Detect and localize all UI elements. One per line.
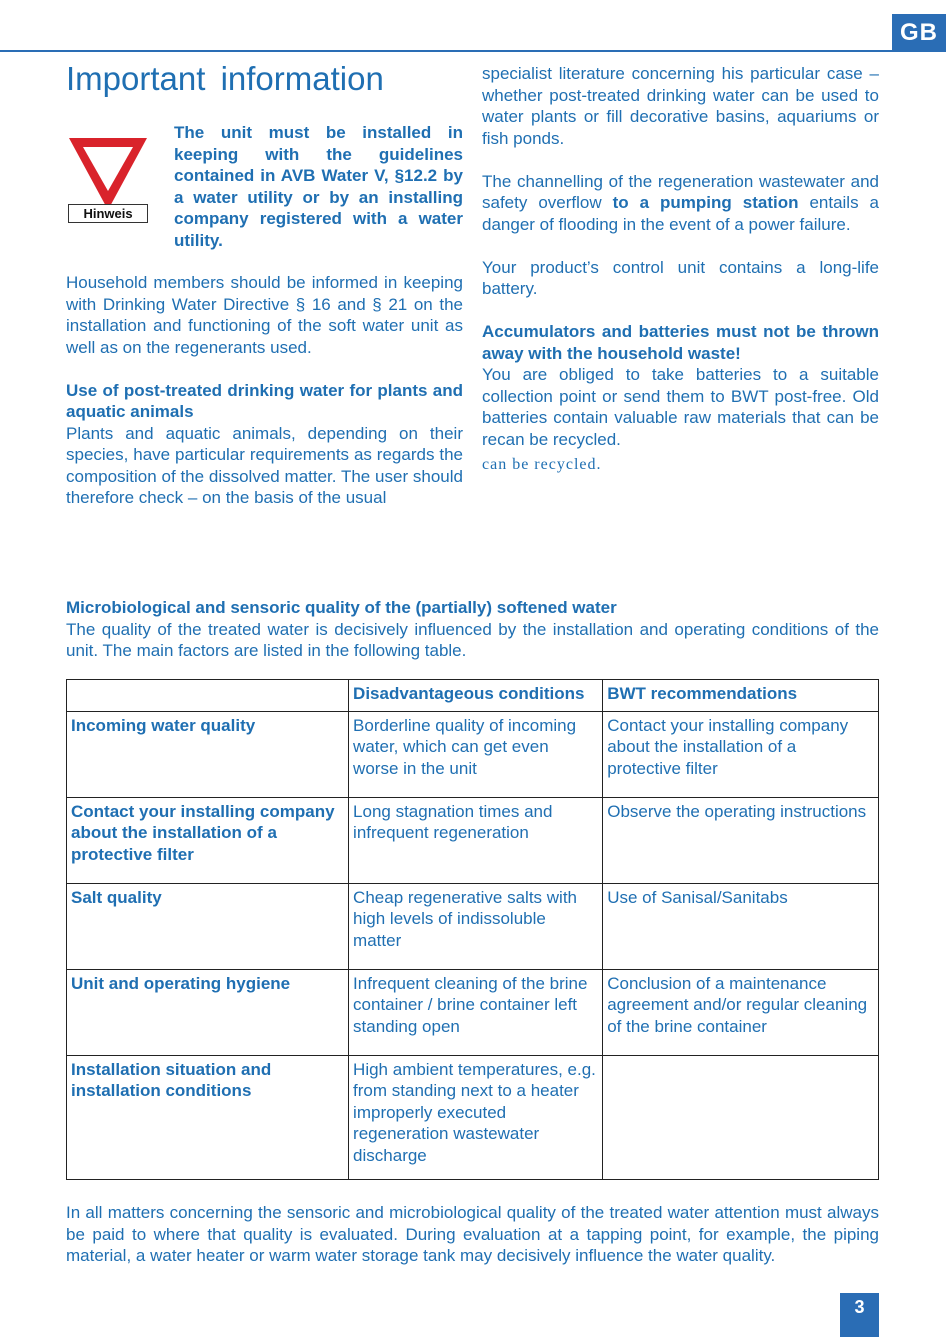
plants-paragraph: Plants and aquatic animals, depending on their species, have particular requirements as regards the composition of the dissolved matter. The user should therefore check – on the basis of the usual — [66, 423, 463, 507]
table-cell: Contact your installing company about the installation of a protective filter — [603, 711, 879, 797]
table-cell: Infrequent cleaning of the brine container / brine container left standing open — [349, 969, 603, 1055]
table-row-label: Incoming water quality — [67, 711, 349, 797]
wastewater-paragraph — [482, 171, 879, 236]
table-row — [67, 711, 879, 797]
table-header-cell: Disadvantageous conditions — [349, 680, 603, 712]
table-row — [67, 969, 879, 1055]
batteries-paragraph: You are obliged to take batteries to a suitable collection point or send them to BWT post-free. Old batteries contain valuable raw materials that can be recan be recycled. — [482, 365, 879, 449]
table-row-label: Contact your installing company about the installation of a protective filter — [67, 797, 349, 883]
table-header-row — [67, 680, 879, 712]
pumping-station-text: to a pumping station — [612, 193, 799, 212]
table-cell: Long stagnation times and infrequent regeneration — [349, 797, 603, 883]
table-row — [67, 797, 879, 883]
literature-paragraph: specialist literature concerning his particular case – whether post-treated drinking water can be used to water plants or fill decorative basins, aquariums or fish ponds. — [482, 64, 879, 148]
header-rule — [0, 50, 893, 52]
battery-paragraph: Your product’s control unit contains a long-life battery. — [482, 257, 879, 298]
table-cell: Observe the operating instructions — [603, 797, 879, 883]
stray-text: can be recycled. — [482, 456, 602, 473]
batteries-heading: Accumulators and batteries must not be thrown away with the household waste! — [482, 322, 879, 363]
household-paragraph: Household members should be informed in keeping with Drinking Water Directive § 16 and § 21 on the installation and functioning of the soft water unit as well as on the regenerants used. — [66, 273, 463, 357]
table-row-label: Salt quality — [67, 883, 349, 969]
factors-table — [66, 679, 879, 1180]
closing-paragraph: In all matters concerning the sensoric and microbiological quality of the treated water attention must always be paid to where that quality is evaluated. During evaluation at a tapping point, for example, the piping material, a water heater or warm water storage tank may decisively influence the water quality. — [66, 1203, 879, 1265]
right-column — [482, 63, 879, 476]
warning-block — [66, 122, 463, 262]
table-row — [67, 883, 879, 969]
wastewater-text-end: entails a danger of flooding in the event of a power failure. — [482, 193, 880, 234]
table-cell: Conclusion of a maintenance agreement and/or regular cleaning of the brine container — [603, 969, 879, 1055]
page-number: 3 — [840, 1293, 879, 1337]
table-cell: Cheap regenerative salts with high levels of indissoluble matter — [349, 883, 603, 969]
quality-heading: Microbiological and sensoric quality of the (partially) softened water — [66, 598, 617, 617]
table-row — [67, 1055, 879, 1179]
table-cell: High ambient temperatures, e.g. from standing next to a heater improperly executed regeneration wastewater discharge — [349, 1055, 603, 1179]
table-row-label: Unit and operating hygiene — [67, 969, 349, 1055]
table-header-cell — [67, 680, 349, 712]
language-tab: GB — [892, 14, 946, 52]
left-column — [66, 272, 463, 509]
page-title: Important information — [66, 60, 384, 97]
plants-heading: Use of post-treated drinking water for plants and aquatic animals — [66, 380, 463, 421]
quality-section — [66, 597, 879, 662]
table-cell: Use of Sanisal/Sanitabs — [603, 883, 879, 969]
quality-intro: The quality of the treated water is decisively influenced by the installation and operating conditions of the unit. The main factors are listed in the following table. — [66, 619, 879, 660]
wastewater-text: The channelling of the regeneration wastewater and safety overflow — [482, 171, 879, 212]
table-cell: Borderline quality of incoming water, which can get even worse in the unit — [349, 711, 603, 797]
warning-icon-label: Hinweis — [68, 204, 148, 223]
warning-text: The unit must be installed in keeping with the guidelines contained in AVB Water V, §12.2 by a water utility or by an installing company registered with a water utility. — [174, 123, 463, 250]
table-header-cell: BWT recommendations — [603, 680, 879, 712]
table-row-label: Installation situation and installation conditions — [67, 1055, 349, 1179]
table-cell — [603, 1055, 879, 1179]
